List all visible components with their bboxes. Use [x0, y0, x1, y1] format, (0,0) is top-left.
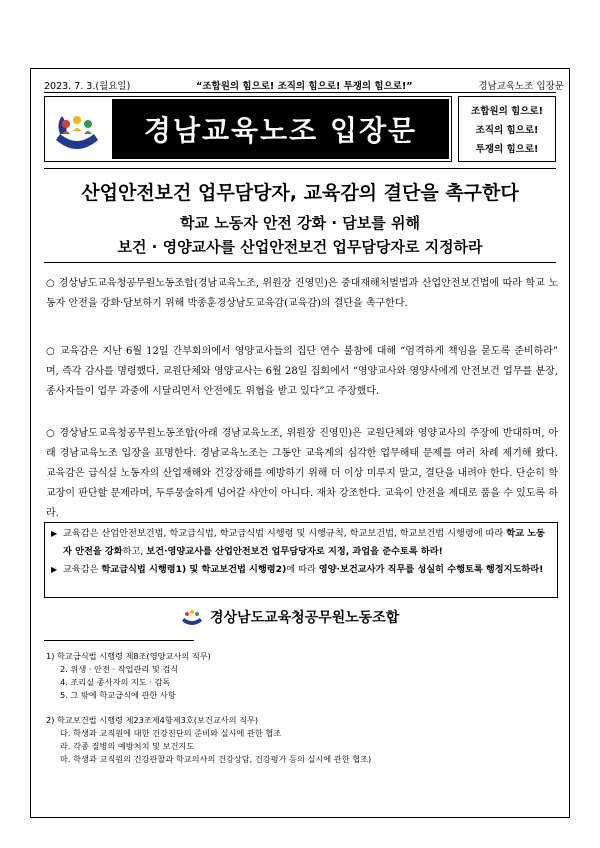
- headline-sub-2: 보건 · 영양교사를 산업안전보건 업무담당자로 지정하라: [117, 238, 483, 256]
- slogan: “조합원의 힘으로! 조직의 힘으로! 투쟁의 힘으로!”: [196, 81, 413, 92]
- demand-2-join: 에 따라: [286, 564, 319, 575]
- banner-rule: [44, 168, 556, 169]
- footnote-1-title: 1) 학교급식법 시행령 제8조(영양교사의 직무): [46, 651, 211, 661]
- demand-1-bold: 학교 노동자 안전을 강화: [63, 528, 545, 557]
- headline-rule: [44, 262, 556, 263]
- demand-1-text: 교육감은 산업안전보건법, 학교급식법, 학교급식법 시행령 및 시행규칙, 학교보건법, 학교보건법 시행령에 따라: [63, 528, 507, 539]
- demand-2-text: 교육감은: [63, 564, 102, 575]
- union-logo-icon: [50, 104, 104, 158]
- paragraph-1: ○ 경상남도교육청공무원노동조합(경남교육노조, 위원장 진영민)은 중대재해처벌법과 산업안전보건법에 따라 학교 노동자 안전을 강화·담보하기 위해 박종훈경상남도교육감(교육감)의 결단을 촉구한다.: [46, 278, 558, 309]
- side-slogan-1: 조합원의 힘으로!: [471, 105, 543, 117]
- document-title: 경남교육노조 입장문: [112, 99, 449, 159]
- demand-2: [51, 561, 553, 579]
- headline-sub-1: 학교 노동자 안전 강화 · 담보를 위해: [180, 214, 420, 232]
- footnote-1-item: 2. 위생 · 안전 · 작업관리 및 검식: [60, 664, 179, 674]
- footnote-1-item: 5. 그 밖에 학교급식에 관한 사항: [60, 690, 176, 700]
- footnote-2: [46, 714, 371, 766]
- paragraph-3: ○ 경상남도교육청공무원노동조합(아래 경남교육노조, 위원장 진영민)은 교원단체와 영양교사의 주장에 반대하며, 아래 경남교육노조 입장을 표명한다. 경남교육노조는 그동안 교육계의 심각한 업무해태 문제를 여러 차례 제기해 왔다. 교육감은 급식실 노동자의 산업재해와 건강장해를 예방하기 위해 더 이상 미루지 말고, 결단을 내려야 한다. 단순히 학교장이 판단할 문제라며, 두루뭉술하게 넘어갈 사안이 아니다. 재차 강조한다. 교육이 안전을 제대로 품을 수 있도록 하라.: [46, 428, 558, 519]
- demand-1-bold-2: 보건·영양교사를 산업안전보건 업무담당자로 지정, 과업을 준수토록 하라!: [146, 546, 443, 557]
- footnote-2-item: 다. 학생과 교직원에 대한 건강진단의 준비와 실시에 관한 협조: [60, 728, 282, 738]
- demand-2-bold: 학교급식법 시행령1) 및 학교보건법 시행령2): [101, 564, 287, 575]
- footnote-2-item: 라. 각종 질병의 예방처치 및 보건지도: [60, 741, 195, 751]
- header-label: 경남교육노조 입장문: [478, 81, 564, 92]
- side-slogan-3: 투쟁의 힘으로!: [475, 144, 539, 156]
- organization-signature: [180, 604, 399, 630]
- org-logo-icon: [180, 605, 204, 629]
- header-line: [44, 78, 564, 92]
- org-name: 경상남도교육청공무원노동조합: [210, 610, 400, 626]
- demand-1: [51, 525, 553, 561]
- paragraph-2: ○ 교육감은 지난 6월 12일 간부회의에서 영양교사들의 집단 연수 불참에 대해 “엄격하게 책임을 묻도록 준비하라” 며, 즉각 감사를 명령했다. 교원단체와 영양교사는 6월 28일 집회에서 “영양교사와 영양사에게 안전보건 업무를 분장, 종사자들이 업무 과중에 시달리면서 안전에도 위협을 받고 있다”고 주장했다.: [46, 346, 558, 397]
- footnote-rule: [44, 640, 194, 641]
- side-slogan-2: 조직의 힘으로!: [475, 124, 539, 136]
- footnote-2-item: 마. 학생과 교직원의 건강관찰과 학교의사의 건강상담, 건강평가 등의 실시에 관한 협조): [60, 754, 372, 764]
- footnote-2-title: 2) 학교보건법 시행령 제23조제4항제3호(보건교사의 직무): [46, 715, 259, 725]
- side-slogans: [458, 96, 556, 162]
- headline-main: 산업안전보건 업무담당자, 교육감의 결단을 촉구한다: [81, 182, 519, 204]
- demands-box: [44, 522, 558, 598]
- demand-1-join: 하고,: [122, 546, 147, 557]
- header-rule: [44, 92, 556, 93]
- demand-2-bold-2: 영양·보건교사가 직무를 성실히 수행토록 행정지도하라!: [318, 564, 544, 575]
- footnote-1: [46, 650, 211, 702]
- date: 2023. 7. 3.(월요일): [44, 81, 131, 92]
- footnote-1-item: 4. 조리실 종사자의 지도 · 감독: [60, 677, 171, 687]
